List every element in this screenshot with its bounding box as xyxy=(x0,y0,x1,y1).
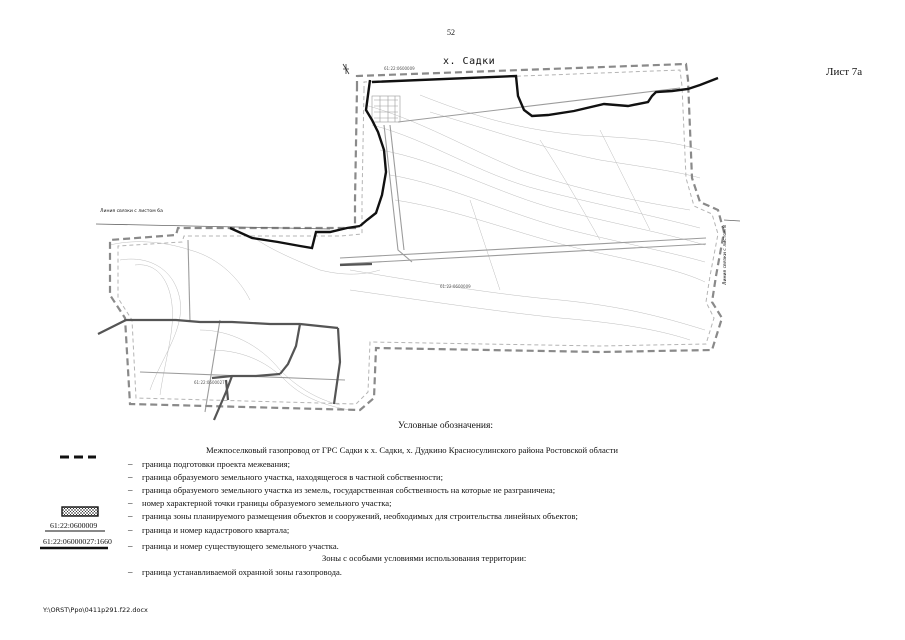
legend-title: Условные обозначения: xyxy=(398,421,494,431)
legend-item-existing-parcel: граница и номер существующего земельного участка. xyxy=(142,541,339,551)
village-label: х. Садки xyxy=(443,56,496,67)
cadastral-quarter-boundaries xyxy=(140,88,706,412)
pipeline-gray-bar xyxy=(340,264,372,265)
legend-zones-title: Зоны с особыми условиями использования территории: xyxy=(322,553,527,563)
north-arrow-icon xyxy=(343,64,349,74)
project-boundary-dashed xyxy=(110,64,724,410)
terrain-contours xyxy=(110,95,705,410)
cadastral-label: 61:22:0600009 xyxy=(440,284,471,289)
legend-dash: – xyxy=(128,498,133,508)
legend-dash: – xyxy=(128,459,133,469)
legend-dash: – xyxy=(128,525,133,535)
legend-item-protection-zone: граница устанавливаемой охранной зоны газопровода. xyxy=(142,567,342,577)
edge-link-right xyxy=(724,220,740,221)
legend-item-quarter: граница и номер кадастрового квартала; xyxy=(142,525,290,535)
edge-label-left: Линия связки с листом 6а xyxy=(100,209,163,214)
edge-link-left xyxy=(96,224,330,229)
legend-item-private-parcel: граница образуемого земельного участка, находящегося в частной собственности; xyxy=(142,472,443,482)
legend-symbol-hatched-zone xyxy=(62,507,98,516)
settlement-boundary-top xyxy=(360,80,386,226)
legend-symbol-quarter-label: 61:22:0600009 xyxy=(50,521,98,530)
page-number: 52 xyxy=(447,28,455,37)
legend-item-project-boundary: граница подготовки проекта межевания; xyxy=(142,459,291,469)
legend-dash: – xyxy=(128,541,133,551)
legend-item-planned-zone: граница зоны планируемого размещения объектов и сооружений, необходимых для строительства линейных объектов; xyxy=(142,511,578,521)
footer-file-path: Y:\ORST\Ppo\0411p291.f22.docx xyxy=(43,606,148,614)
legend-dash: – xyxy=(128,567,133,577)
settlement-boundary-top-right xyxy=(372,76,718,116)
legend-symbol-parcel-label: 61:22:06000027:1660 xyxy=(43,537,112,546)
legend-item-state-parcel: граница образуемого земельного участка из земель, государственная собственность на которые не разграничена; xyxy=(142,485,556,495)
legend-dash: – xyxy=(128,472,133,482)
legend-subtitle: Межпоселковый газопровод от ГРС Садки к х. Садки, х. Дудкино Красносулинского района Ростовской области xyxy=(206,445,618,455)
settlement-block xyxy=(372,96,400,122)
edge-label-right: Линия связки с листом 8 xyxy=(723,224,728,285)
sheet-label: Лист 7а xyxy=(826,66,863,78)
legend-dash: – xyxy=(128,511,133,521)
legend-item-point-number: номер характерной точки границы образуемого земельного участка; xyxy=(142,498,392,508)
cadastral-label: 61:22:0600027 xyxy=(194,380,225,385)
cadastral-label: 61:22:0600009 xyxy=(384,66,415,71)
settlement-boundary-bottom xyxy=(230,226,360,248)
legend-dash: – xyxy=(128,485,133,495)
